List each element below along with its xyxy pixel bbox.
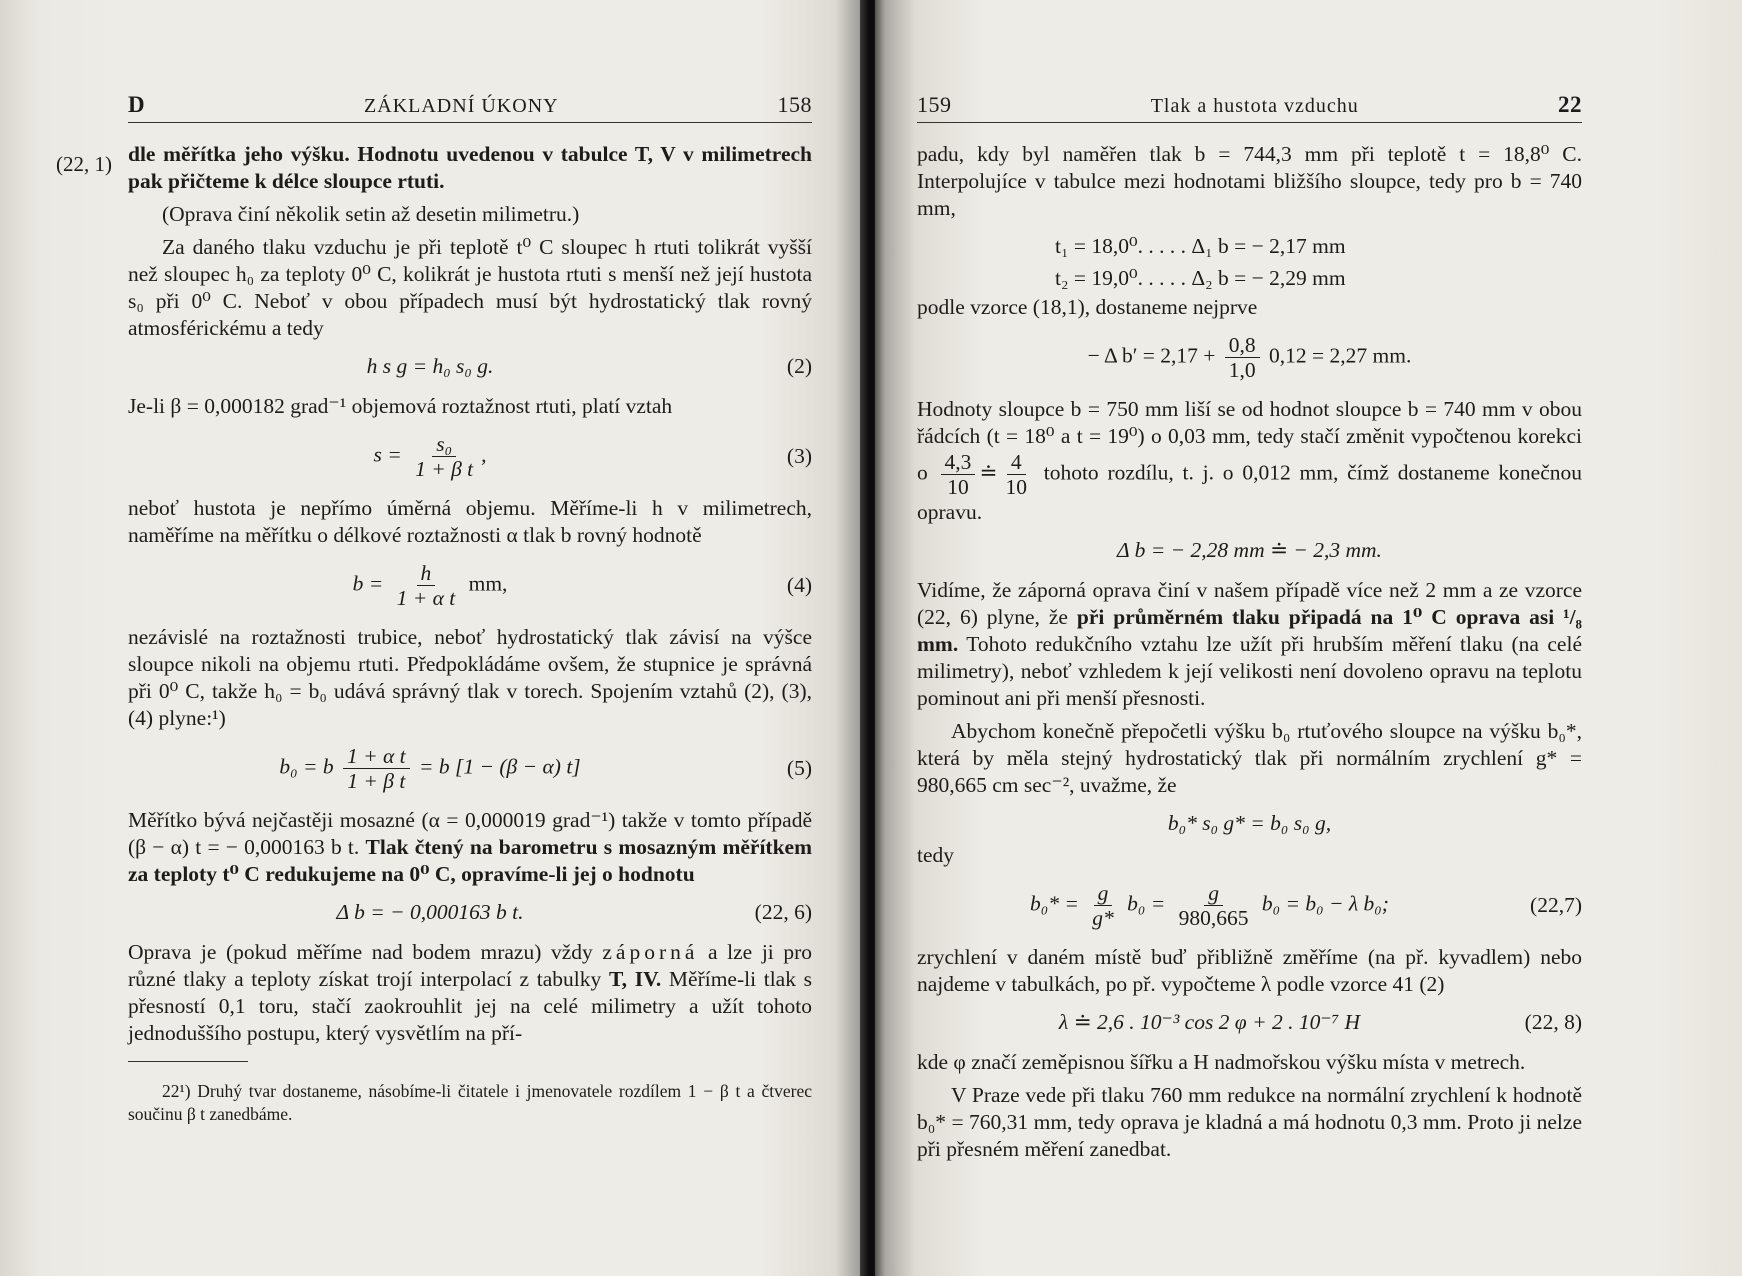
equation-tail: b₀ = b₀ − λ b₀; [1261, 891, 1389, 916]
equation-a [917, 333, 1582, 382]
text-run: Vidíme, že záporná oprava činí v našem případě více než 2 mm a ze vzorce (22, 6) plyne, že [917, 578, 1582, 629]
table-line: t₂ = 19,0⁰. . . . . Δ₂ b = − 2,29 mm [1055, 266, 1346, 290]
equation-number: (22, 6) [754, 900, 812, 924]
numerator: 4 [1007, 450, 1026, 475]
equation-mid: b₀ = [1127, 891, 1166, 916]
denominator: 10 [1005, 475, 1027, 499]
fraction [1225, 333, 1260, 382]
denominator: 1 + β t [415, 457, 474, 481]
equation-lhs: s = [373, 442, 402, 467]
footnote: 22¹) Druhý tvar dostaneme, násobíme-li čitatele i jmenovatele rozdílem 1 − β t a čtverec součinu β t zanedbáme. [128, 1080, 812, 1124]
paragraph [917, 577, 1582, 712]
equation-b [917, 538, 1582, 563]
equation-c [917, 811, 1582, 836]
text-run: tohoto rozdílu, t. j. o 0,012 mm, čímž dostaneme konečnou opravu. [917, 460, 1583, 524]
approx-sign: ≐ [979, 460, 998, 485]
equation-22-8 [917, 1010, 1582, 1035]
equation-number: (4) [786, 573, 812, 597]
numerator: 1 + α t [343, 744, 410, 769]
bold-text: T, IV. [608, 967, 662, 991]
paragraph: tedy [917, 843, 955, 867]
fraction [1088, 881, 1118, 930]
equation-body [128, 561, 732, 610]
paragraph: zrychlení v daném místě buď přibližně změříme (na př. kyvadlem) nebo najdeme v tabulkách, po př. vypočteme λ podle vzorce 41 (2) [917, 945, 1582, 996]
equation-body: Δ b = − 2,28 mm ≐ − 2,3 mm. [1117, 538, 1382, 562]
equation-lhs: b₀ = b [279, 754, 334, 779]
footnote-divider [128, 1061, 248, 1062]
table-line: t₁ = 18,0⁰. . . . . Δ₁ b = − 2,17 mm [1055, 234, 1346, 258]
numerator: h [417, 561, 436, 586]
paragraph: V Praze vede při tlaku 760 mm redukce na normální zrychlení k hodnotě b₀* = 760,31 mm, tedy oprava je kladná a má hodnotu 0,3 mm. Proto ji nelze při přesném měření zanedbat. [917, 1083, 1582, 1161]
numerator: g [1094, 881, 1113, 906]
chapter-mark: D [128, 92, 146, 117]
equation-number: (5) [786, 756, 812, 780]
bold-text: při průměrném tlaku připadá na 1⁰ C oprava asi ¹/₈ mm. [917, 605, 1583, 656]
paragraph: Je-li β = 0,000182 grad⁻¹ objemová roztažnost rtuti, platí vztah [128, 394, 673, 418]
equation-body: h s g = h₀ s₀ g. [366, 354, 494, 378]
running-title: Tlak a hustota vzduchu [1150, 95, 1359, 117]
numerator: 0,8 [1225, 333, 1260, 358]
equation-tail: mm, [468, 571, 508, 596]
equation-tail: 0,12 = 2,27 mm. [1269, 343, 1412, 368]
text-run: Měřítko bývá nejčastěji mosazné (α = 0,000019 grad⁻¹) takže v tomto případě (β − α) t = − 0,000163 b t. [128, 808, 812, 859]
text-run: Oprava je (pokud měříme nad bodem mrazu) vždy [128, 940, 593, 964]
equation-lhs: b = [352, 571, 384, 596]
numerator: s₀ [432, 432, 456, 457]
equation-tail: , [481, 442, 487, 467]
paragraph: Za daného tlaku vzduchu je při teplotě t⁰ C sloupec h rtuti tolikrát vyšší než sloupec h₀ za teploty 0⁰ C, kolikrát je hustota rtuti s menší než její hustota s₀ při 0⁰ C. Neboť v obou případech musí být hydrostatický tlak rovný atmosférickému a tedy [128, 235, 812, 340]
paragraph [128, 807, 812, 888]
fraction [941, 450, 976, 499]
equation-body: b₀* s₀ g* = b₀ s₀ g, [1167, 811, 1332, 835]
paragraph: podle vzorce (18,1), dostaneme nejprve [917, 295, 1258, 319]
page-number: 158 [777, 92, 812, 117]
left-page-header [128, 92, 812, 123]
paragraph: padu, kdy byl naměřen tlak b = 744,3 mm při teplotě t = 18,8⁰ C. Interpolujíce v tabulce mezi hodnotami bližšího sloupce, tedy pro b = 740 mm, [917, 142, 1582, 220]
equation-3 [128, 432, 812, 481]
equation-body: λ ≐ 2,6 . 10⁻³ cos 2 φ + 2 . 10⁻⁷ H [1058, 1010, 1361, 1034]
text-run: a lze ji pro různé tlaky a teploty získat trojí interpolací z tabulky [128, 940, 813, 991]
equation-body [128, 432, 732, 481]
equation-5 [128, 744, 812, 793]
text-run: Měříme-li tlak s přesností 0,1 toru, stačí zaokrouhlit jej na celé milimetry a užít tohoto jednoduššího postupu, který vysvětlím na pří- [128, 967, 813, 1045]
bold-text: dle měřítka jeho výšku. Hodnotu uvedenou v tabulce T, V v milimetrech pak přičteme k délce sloupce rtuti. [128, 142, 812, 193]
denominator: 980,665 [1178, 906, 1249, 930]
paragraph: (Oprava činí několik setin až desetin milimetru.) [162, 202, 580, 226]
denominator: 1 + β t [347, 769, 406, 793]
paragraph [917, 396, 1582, 526]
text-run: Hodnoty sloupce b = 750 mm liší se od hodnot sloupce b = 740 mm v obou řádcích (t = 18⁰ a t = 19⁰) o 0,03 mm, tedy stačí změnit vypočtenou korekci o [917, 397, 1582, 485]
equation-number: (22, 8) [1524, 1010, 1582, 1034]
denominator: 1,0 [1228, 358, 1256, 382]
chapter-mark: 22 [1558, 92, 1582, 117]
equation-lhs: − Δ b′ = 2,17 + [1087, 343, 1216, 368]
equation-22-6 [128, 900, 812, 925]
equation-tail: = b [1 − (β − α) t] [418, 754, 581, 779]
fraction [393, 561, 460, 610]
equation-2 [128, 354, 812, 379]
equation-number: (2) [786, 354, 812, 378]
right-page-header [917, 92, 1582, 123]
equation-body: Δ b = − 0,000163 b t. [336, 900, 524, 924]
equation-body [917, 333, 1582, 382]
denominator: g* [1092, 906, 1114, 930]
bold-text: Tlak čtený na barometru s mosazným měřítkem za teploty t⁰ C redukujeme na 0⁰ C, opravíme-li jej o hodnotu [128, 835, 813, 886]
page-number: 159 [917, 92, 952, 117]
paragraph: kde φ značí zeměpisnou šířku a H nadmořskou výšku místa v metrech. [917, 1050, 1526, 1074]
paragraph [128, 939, 812, 1047]
equation-22-7 [917, 881, 1582, 930]
section-reference: (22, 1) [56, 152, 112, 176]
text-run: Tohoto redukčního vztahu lze užít při hrubším měření tlaku (na celé milimetry), neboť vzhledem k její velikosti není dovoleno opravu na teplotu pominout ani při menší přesnosti. [917, 632, 1582, 710]
equation-lhs: b₀* = [1030, 891, 1079, 916]
paragraph: nezávislé na roztažnosti trubice, neboť hydrostatický tlak závisí na výšce sloupce nikoli na objemu rtuti. Předpokládáme ovšem, že stupnice je správná při 0⁰ C, takže h₀ = b₀ udává správný tlak v torech. Spojením vztahů (2), (3), (4) plyne:¹) [128, 625, 812, 730]
denominator: 1 + α t [396, 586, 456, 610]
right-page [875, 0, 1742, 1276]
running-title: ZÁKLADNÍ ÚKONY [364, 95, 559, 117]
equation-number: (22,7) [1530, 893, 1582, 917]
paragraph: Abychom konečně přepočetli výšku b₀ rtuťového sloupce na výšku b₀*, která by měla stejný hydrostatický tlak při normálním zrychlení g* = 980,665 cm sec⁻², uvažme, že [917, 719, 1582, 797]
denominator: 10 [947, 475, 969, 499]
numerator: 4,3 [941, 450, 976, 475]
fraction [343, 744, 410, 793]
spaced-text: záporná [602, 940, 699, 964]
equation-number: (3) [786, 444, 812, 468]
equation-4 [128, 561, 812, 610]
fraction [1001, 450, 1031, 499]
equation-body [128, 744, 732, 793]
paragraph: neboť hustota je nepřímo úměrná objemu. Měříme-li h v milimetrech, naměříme na měřítku o délkové roztažnosti α tlak b rovný hodnotě [128, 496, 812, 547]
paragraph [128, 141, 812, 195]
fraction [1175, 881, 1253, 930]
fraction [411, 432, 477, 481]
left-page [0, 0, 868, 1276]
equation-body [917, 881, 1502, 930]
numerator: g [1204, 881, 1223, 906]
